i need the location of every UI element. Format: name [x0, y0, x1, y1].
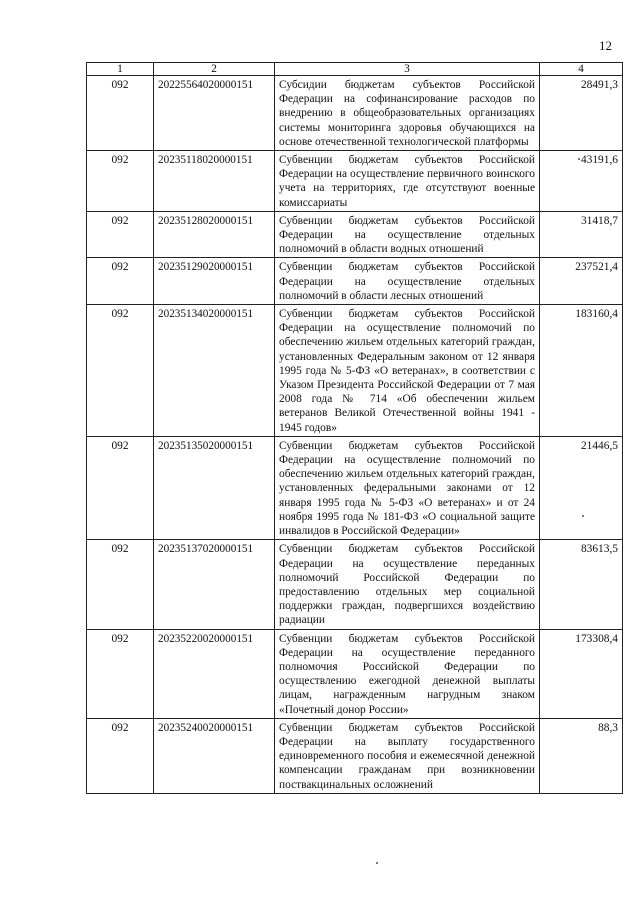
description-cell: Субвенции бюджетам субъектов Российской Федерации на осуществление отдельных полномочий в области водных отношений	[275, 211, 540, 258]
column-header-2: 2	[154, 63, 275, 76]
scan-speck	[376, 862, 378, 864]
table-row	[87, 258, 623, 305]
admin-code-cell: 092	[87, 305, 154, 437]
table-row	[87, 718, 623, 793]
description-cell: Субвенции бюджетам субъектов Российской Федерации на осуществление первичного воинского учета на территориях, где отсутствуют военные комиссариаты	[275, 151, 540, 212]
amount-cell: 31418,7	[540, 211, 623, 258]
scan-speck	[582, 515, 584, 517]
description-cell: Субвенции бюджетам субъектов Российской Федерации на осуществление переданного полномочия Российской Федерации по осуществлению ежегодной денежной выплаты лицам, награжденным нагрудным знаком «Почетный донор России»	[275, 629, 540, 718]
admin-code-cell: 092	[87, 436, 154, 539]
description-cell: Субвенции бюджетам субъектов Российской Федерации на осуществление полномочий по обеспечению жильем отдельных категорий граждан, установленных Федеральным законом от 12 января 1995 года № 5-ФЗ «О ветеранах», в соответствии с Указом Президента Российской Федерации от 7 мая 2008 года № 714 «Об обеспечении жильем ветеранов Великой Отечественной войны 1941 - 1945 годов»	[275, 305, 540, 437]
table-row	[87, 305, 623, 437]
description-cell: Субвенции бюджетам субъектов Российской Федерации на осуществление полномочий по обеспечению жильем отдельных категорий граждан, установленных федеральными законами от 12 января 1995 года № 5-ФЗ «О ветеранах» и от 24 ноября 1995 года № 181-ФЗ «О социальной защите инвалидов в Российской Федерации»	[275, 436, 540, 539]
column-number-row	[87, 63, 623, 76]
table-row	[87, 76, 623, 151]
scan-speck	[578, 158, 580, 160]
amount-cell: 28491,3	[540, 76, 623, 151]
budget-revenue-table	[86, 62, 623, 794]
table-row	[87, 436, 623, 539]
budget-code-cell: 20235129020000151	[154, 258, 275, 305]
column-header-4: 4	[540, 63, 623, 76]
description-cell: Субвенции бюджетам субъектов Российской Федерации на осуществление отдельных полномочий в области лесных отношений	[275, 258, 540, 305]
amount-cell: 21446,5	[540, 436, 623, 539]
budget-code-cell: 20225564020000151	[154, 76, 275, 151]
admin-code-cell: 092	[87, 258, 154, 305]
description-cell: Субвенции бюджетам субъектов Российской Федерации на осуществление переданных полномочий Российской Федерации по предоставлению отдельных мер социальной поддержки граждан, подвергшихся воздействию радиации	[275, 540, 540, 629]
budget-code-cell: 20235135020000151	[154, 436, 275, 539]
page-number: 12	[599, 38, 612, 53]
amount-cell: 88,3	[540, 718, 623, 793]
column-header-1: 1	[87, 63, 154, 76]
amount-cell: 173308,4	[540, 629, 623, 718]
table-row	[87, 540, 623, 629]
description-cell: Субвенции бюджетам субъектов Российской Федерации на выплату государственного единовременного пособия и ежемесячной денежной компенсации гражданам при возникновении поствакцинальных осложнений	[275, 718, 540, 793]
column-header-3: 3	[275, 63, 540, 76]
table-row	[87, 151, 623, 212]
budget-code-cell: 20235134020000151	[154, 305, 275, 437]
amount-cell: 83613,5	[540, 540, 623, 629]
budget-code-cell: 20235118020000151	[154, 151, 275, 212]
admin-code-cell: 092	[87, 629, 154, 718]
admin-code-cell: 092	[87, 76, 154, 151]
amount-cell: 237521,4	[540, 258, 623, 305]
budget-code-cell: 20235128020000151	[154, 211, 275, 258]
budget-code-cell: 20235240020000151	[154, 718, 275, 793]
admin-code-cell: 092	[87, 718, 154, 793]
description-cell: Субсидии бюджетам субъектов Российской Федерации на софинансирование расходов по внедрению в общеобразовательных организациях системы мониторинга здоровья обучающихся на основе отечественной технологической платформы	[275, 76, 540, 151]
budget-code-cell: 20235137020000151	[154, 540, 275, 629]
admin-code-cell: 092	[87, 540, 154, 629]
table-row	[87, 211, 623, 258]
admin-code-cell: 092	[87, 211, 154, 258]
table-row	[87, 629, 623, 718]
amount-cell: 183160,4	[540, 305, 623, 437]
amount-cell: 43191,6	[540, 151, 623, 212]
admin-code-cell: 092	[87, 151, 154, 212]
budget-code-cell: 20235220020000151	[154, 629, 275, 718]
